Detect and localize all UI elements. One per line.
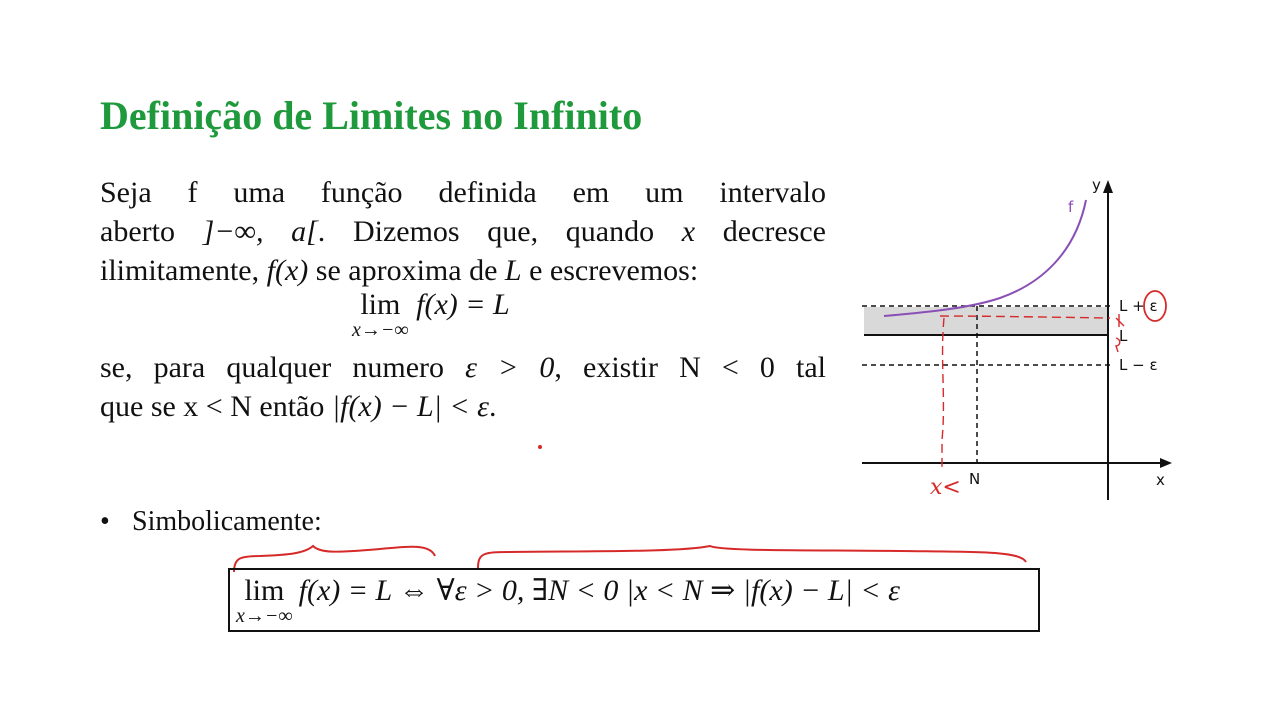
formula-expression: f(x) = L ⇔ ∀ε > 0, ∃N < 0 |x < N ⇒ |f(x) − L| < ε [298, 574, 900, 607]
curve-label: f [1068, 198, 1074, 216]
lower-label: L − ε [1119, 356, 1158, 374]
text: . [488, 390, 497, 423]
text: se, para qualquer numero [100, 351, 466, 384]
text: , existir N < 0 tal [554, 351, 826, 384]
text: se aproxima de [308, 254, 505, 287]
function-curve [884, 200, 1086, 316]
lim-subscript: x→−∞ [352, 319, 409, 341]
n-label: N [969, 470, 981, 488]
pen-mark-epsilon [1116, 314, 1124, 327]
epsilon-band [864, 307, 1108, 335]
handwritten-x: x< [930, 475, 961, 500]
lim-subscript: x→−∞ [236, 605, 293, 627]
variable-x: x [681, 215, 696, 248]
abs-condition: |f(x) − L| < ε [331, 390, 489, 423]
interval-math: ]−∞, a[ [202, 215, 318, 248]
lim-word: lim [360, 288, 401, 321]
text: ilimitamente, [100, 254, 267, 287]
y-axis-label: y [1092, 176, 1101, 194]
mid-label: L [1119, 327, 1128, 345]
upper-label: L + ε [1119, 297, 1158, 315]
pen-mark-small [1116, 338, 1120, 352]
epsilon-condition: ε > 0 [465, 351, 555, 384]
lim-expression: f(x) = L [416, 288, 510, 321]
bullet-icon: • [100, 506, 110, 537]
y-axis-arrow [1103, 180, 1113, 193]
limit-L: L [504, 254, 522, 287]
x-axis-label: x [1156, 471, 1165, 489]
lim-word: lim [244, 574, 285, 607]
text: e escrevemos: [521, 254, 699, 287]
definition-line-1: Seja f uma função definida em um intervalo [100, 176, 826, 209]
text: decresce [695, 215, 826, 248]
text: que se x < N então [100, 390, 332, 423]
function-fx: f(x) [266, 254, 309, 287]
text: . Dizemos que, quando [317, 215, 682, 248]
bullet-label: Simbolicamente: [132, 506, 322, 537]
text: aberto [100, 215, 203, 248]
pen-vertical-line [942, 318, 944, 468]
x-axis-arrow [1160, 458, 1172, 468]
slide-title: Definição de Limites no Infinito [100, 93, 643, 138]
